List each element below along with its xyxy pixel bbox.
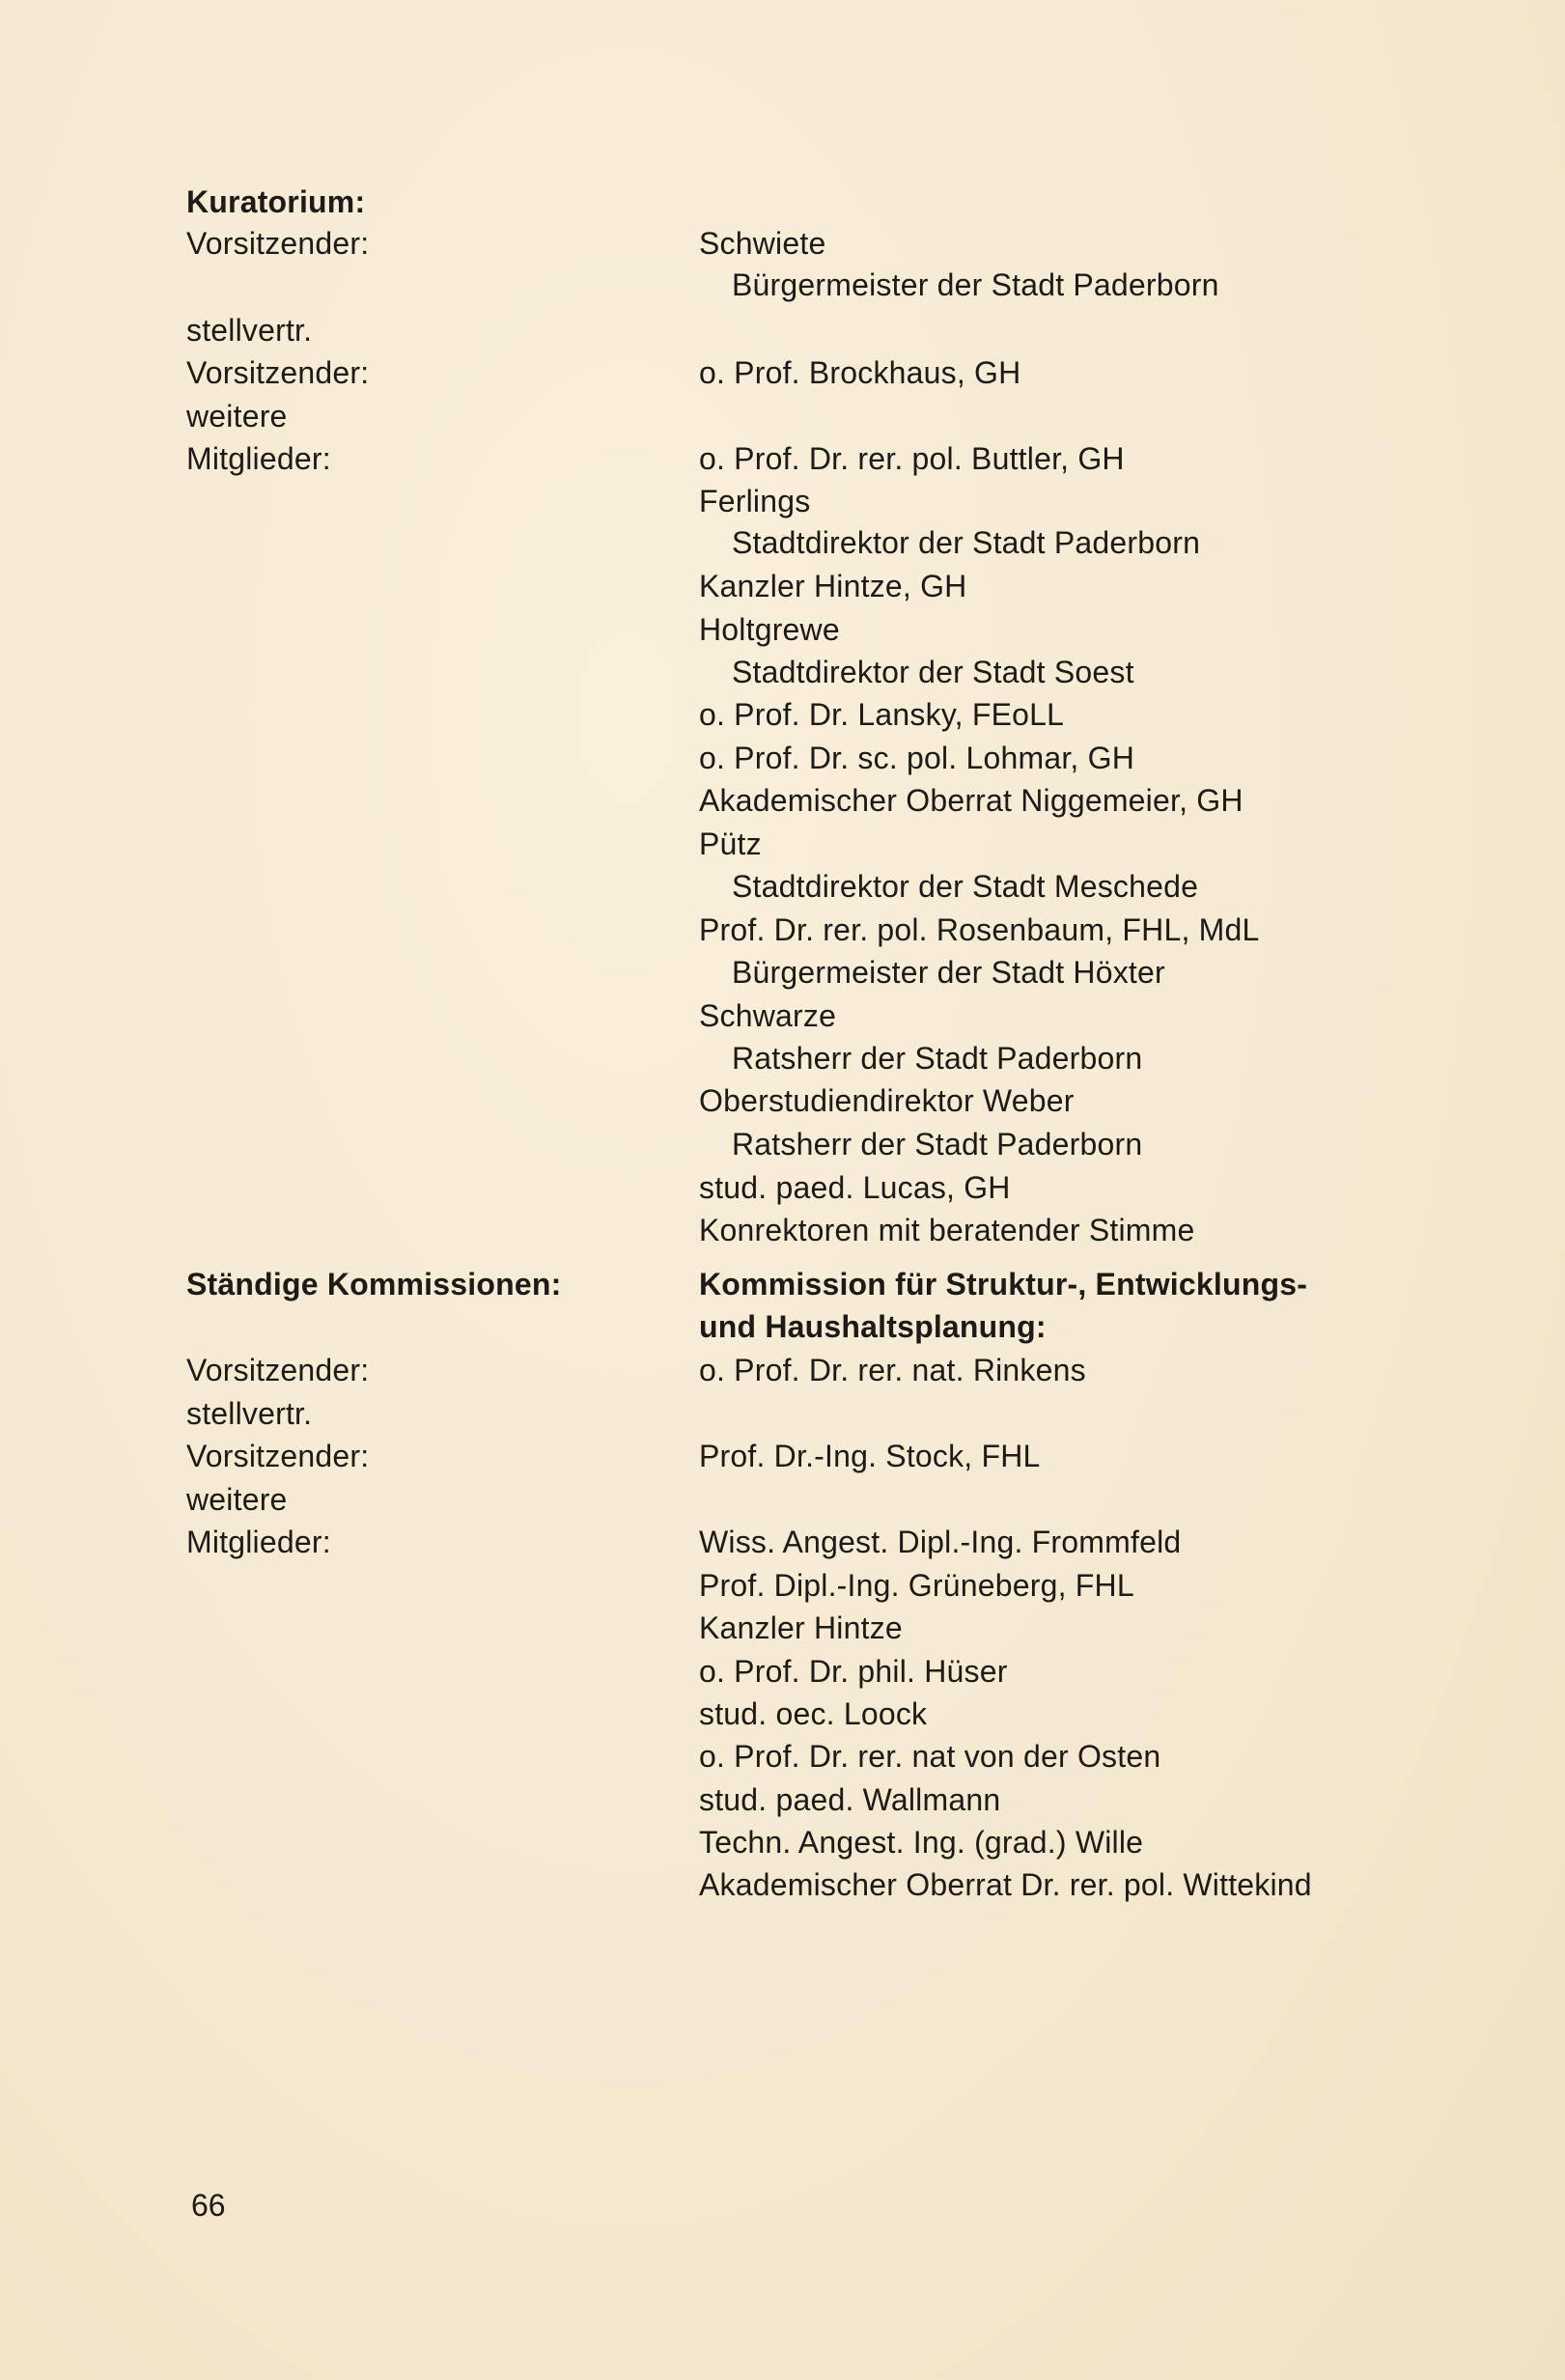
kuratorium-entry: Holtgrewe (699, 612, 840, 647)
kommission-entry: o. Prof. Dr. rer. nat. Rinkens (699, 1353, 1086, 1387)
kuratorium-entry: stud. paed. Lucas, GH (699, 1170, 1011, 1205)
commission-title-line-2: und Haushaltsplanung: (699, 1309, 1047, 1344)
kuratorium-entry: Akademischer Oberrat Niggemeier, GH (699, 783, 1244, 818)
kuratorium-label-stellvertr: stellvertr. (186, 313, 313, 348)
kommission-label-vorsitzender: Vorsitzender: (186, 1353, 370, 1387)
kuratorium-entry: Pütz (699, 826, 762, 861)
kommission-entry: Techn. Angest. Ing. (grad.) Wille (699, 1825, 1144, 1860)
kuratorium-entry: Ferlings (699, 484, 811, 518)
kommission-entry: o. Prof. Dr. phil. Hüser (699, 1654, 1008, 1689)
kuratorium-entry: o. Prof. Dr. rer. pol. Buttler, GH (699, 441, 1125, 476)
kuratorium-entry: Schwiete (699, 226, 826, 261)
kommissionen-heading: Ständige Kommissionen: (186, 1267, 562, 1302)
kuratorium-label-vorsitzender: Vorsitzender: (186, 226, 370, 261)
kommission-entry: Kanzler Hintze (699, 1610, 903, 1645)
kuratorium-entry: Oberstudiendirektor Weber (699, 1083, 1075, 1118)
kuratorium-label-stellv-vorsitzender: Vorsitzender: (186, 355, 370, 390)
commission-title-line-1: Kommission für Struktur-, Entwicklungs- (699, 1267, 1308, 1302)
kuratorium-label-weitere: weitere (186, 399, 288, 434)
kuratorium-entry: Stadtdirektor der Stadt Meschede (732, 869, 1199, 904)
kommission-label-stellv-vorsitzender: Vorsitzender: (186, 1439, 370, 1473)
kuratorium-entry: Konrektoren mit beratender Stimme (699, 1213, 1195, 1247)
kommission-entry: Akademischer Oberrat Dr. rer. pol. Wittekind (699, 1867, 1312, 1902)
kommission-entry: Wiss. Angest. Dipl.-Ing. Frommfeld (699, 1525, 1182, 1559)
kommission-label-weitere: weitere (186, 1482, 288, 1517)
kommission-label-stellvertr: stellvertr. (186, 1396, 313, 1431)
kommission-entry: stud. paed. Wallmann (699, 1782, 1001, 1817)
kuratorium-entry: Stadtdirektor der Stadt Soest (732, 655, 1134, 689)
kuratorium-entry: Kanzler Hintze, GH (699, 569, 967, 603)
kuratorium-label-mitglieder: Mitglieder: (186, 441, 331, 476)
kuratorium-entry: Stadtdirektor der Stadt Paderborn (732, 525, 1201, 560)
kuratorium-entry: Prof. Dr. rer. pol. Rosenbaum, FHL, MdL (699, 912, 1260, 947)
kuratorium-heading: Kuratorium: (186, 184, 366, 219)
kuratorium-entry: o. Prof. Brockhaus, GH (699, 355, 1021, 390)
kommission-label-mitglieder: Mitglieder: (186, 1525, 331, 1559)
kuratorium-entry: Ratsherr der Stadt Paderborn (732, 1127, 1143, 1162)
kuratorium-entry: o. Prof. Dr. sc. pol. Lohmar, GH (699, 741, 1135, 775)
kuratorium-entry: o. Prof. Dr. Lansky, FEoLL (699, 697, 1065, 732)
kommission-entry: Prof. Dr.-Ing. Stock, FHL (699, 1439, 1041, 1473)
page-number: 66 (191, 2188, 226, 2223)
kuratorium-entry: Bürgermeister der Stadt Paderborn (732, 267, 1219, 302)
kommission-entry: Prof. Dipl.-Ing. Grüneberg, FHL (699, 1568, 1134, 1603)
kuratorium-entry: Schwarze (699, 998, 837, 1033)
kuratorium-entry: Ratsherr der Stadt Paderborn (732, 1041, 1143, 1076)
kuratorium-entry: Bürgermeister der Stadt Höxter (732, 955, 1165, 990)
kommission-entry: o. Prof. Dr. rer. nat von der Osten (699, 1739, 1161, 1774)
kommission-entry: stud. oec. Loock (699, 1696, 928, 1731)
